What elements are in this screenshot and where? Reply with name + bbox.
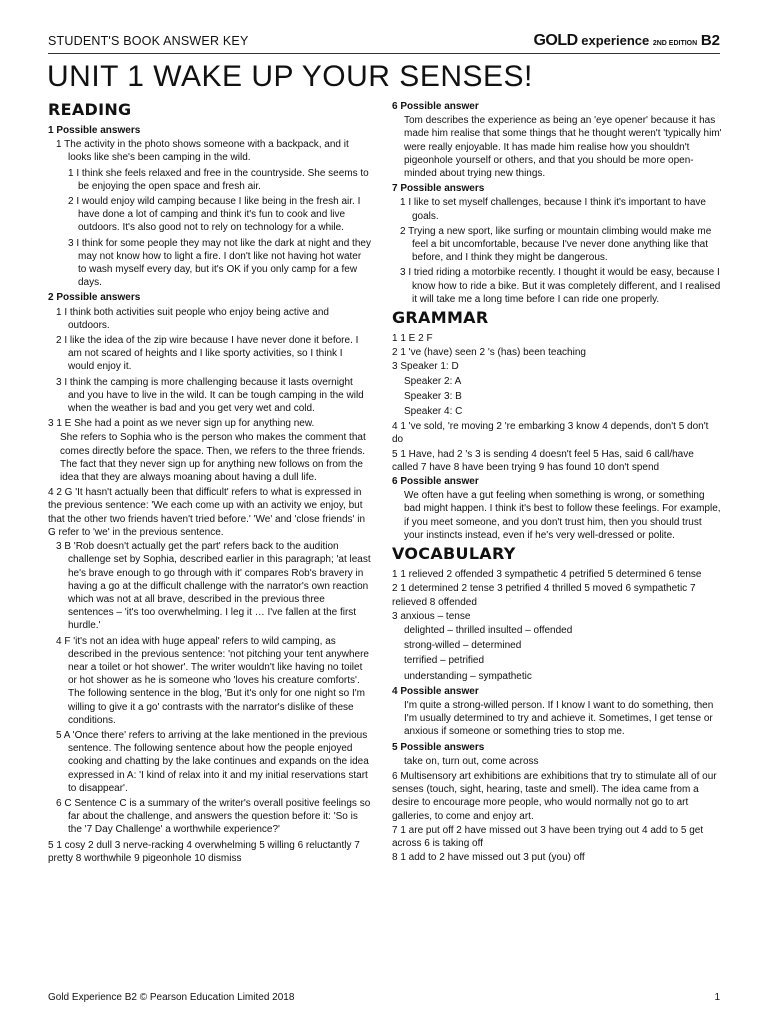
answer-line: 5 1 cosy 2 dull 3 nerve-racking 4 overwhelming 5 willing 6 reluctantly 7 pretty 8 worthwhile 9 pigeonhole 10 dismiss — [48, 839, 360, 864]
answer-line: 4 1 've sold, 're moving 2 're embarking 3 know 4 depends, don't 5 don't do — [392, 421, 709, 446]
header-title: STUDENT'S BOOK ANSWER KEY — [48, 34, 249, 48]
unit-title: UNIT 1 WAKE UP YOUR SENSES! — [47, 60, 533, 93]
answer-line: 3 1 E She had a point as we never sign up for anything new. — [48, 418, 315, 430]
footer-copyright: Gold Experience B2 © Pearson Education Limited 2018 — [48, 992, 295, 1003]
answer-text: understanding – sympathetic — [404, 670, 532, 682]
brand-level: B2 — [700, 32, 720, 49]
answer-text: take on, turn out, come across — [404, 755, 539, 767]
answer-text: I'm quite a strong-willed person. If I know I want to do something, then I'm usually determined to try and achieve it. Sometimes, I get tense or anxious if someone or something tries to stop me. — [404, 699, 714, 738]
question-heading: 5 Possible answers — [392, 741, 485, 753]
question-heading: 2 Possible answers — [48, 292, 141, 304]
answer-text: Speaker 4: C — [404, 406, 463, 418]
header-divider — [48, 53, 720, 54]
answer-item: 2 Trying a new sport, like surfing or mountain climbing would make me feel a bit uncomfortable, because I've never done anything like that before, and I think they might be dangerous. — [400, 225, 712, 264]
answer-subitem: 1 I think she feels relaxed and free in the countryside. She seems to be enjoying the open space and fresh air. — [68, 167, 369, 192]
brand-experience: experience — [581, 33, 650, 48]
answer-line: 3 Speaker 1: D — [392, 361, 459, 373]
brand-gold: GOLD — [533, 32, 578, 49]
answer-text: We often have a gut feeling when something is wrong, or something bad might happen. I think it's best to follow these feelings. For example, if you meet someone, and you don't trust him, then you should trust your instincts instead, even if he's very well-dressed or polite. — [404, 490, 721, 541]
answer-item: 1 I think both activities suit people who enjoy being active and outdoors. — [56, 306, 329, 331]
footer-page-number: 1 — [714, 992, 720, 1003]
answer-item: 3 I tried riding a motorbike recently. I thought it would be easy, because I know how to ride a bike. But it was completely different, and I realised it will take me a long time before I can ride one properly. — [400, 267, 721, 305]
answer-text: Tom describes the experience as being an 'eye opener' because it has made him realise that some things that he thought weren't 'typically him' were really enjoyable. It has made him realise how you shouldn't pigeonhole yourself or others, and that you should be more open-minded about trying new things. — [404, 115, 722, 180]
answer-text: strong-willed – determined — [404, 640, 522, 652]
question-heading: 1 Possible answers — [48, 125, 141, 136]
answer-line: 1 1 E 2 F — [392, 333, 433, 345]
left-column — [48, 100, 371, 866]
answer-line: 2 1 determined 2 tense 3 petrified 4 thrilled 5 moved 6 sympathetic 7 relieved 8 offended — [392, 583, 696, 608]
answer-text: delighted – thrilled insulted – offended — [404, 624, 573, 636]
answer-line: 1 1 relieved 2 offended 3 sympathetic 4 petrified 5 determined 6 tense — [392, 569, 702, 581]
answer-line: 7 1 are put off 2 have missed out 3 have been trying out 4 add to 5 get across 6 is taking off — [392, 824, 704, 849]
question-heading: 7 Possible answers — [392, 183, 485, 195]
brand-edition: 2ND EDITION — [652, 40, 698, 47]
answer-line: 6 Multisensory art exhibitions are exhibitions that try to stimulate all of our senses (touch, sight, hearing, taste and smell). The idea came from a desire to encourage more people, who would normally not go to art galleries, to come and enjoy art. — [392, 770, 717, 822]
answer-item: 3 I think the camping is more challenging because it lasts overnight and you have to live in the wild. It can be tough camping in the wild when the weather is bad and you get very wet and cold. — [56, 376, 364, 415]
answer-item: 1 I like to set myself challenges, because I think it's important to have goals. — [400, 197, 706, 222]
answer-line: 2 1 've (have) seen 2 's (has) been teaching — [392, 347, 586, 359]
section-heading: GRAMMAR — [392, 308, 489, 328]
question-heading: 4 Possible answer — [392, 685, 479, 697]
question-heading: 6 Possible answer — [392, 101, 479, 112]
question-heading: 6 Possible answer — [392, 476, 479, 488]
page-header — [48, 32, 720, 52]
answer-text: terrified – petrified — [404, 655, 485, 667]
answer-text: Speaker 2: A — [404, 375, 462, 387]
answer-item: 2 I like the idea of the zip wire because I have never done it before. I am not scared of heights and I like sporty activities, so I think I would enjoy it. — [56, 335, 359, 373]
answer-line: 5 1 Have, had 2 's 3 is sending 4 doesn't feel 5 Has, said 6 call/have called 7 have 8 have been trying 9 has found 10 don't spend — [392, 448, 694, 473]
section-heading: READING — [48, 100, 132, 119]
answer-text: Speaker 3: B — [404, 390, 462, 402]
answer-line: 8 1 add to 2 have missed out 3 put (you) off — [392, 852, 585, 864]
answer-subitem: 3 I think for some people they may not like the dark at night and they may not know how to light a fire. I don't like not having hot water to wash myself every day, but it's OK if you only camp for a few days. — [68, 237, 371, 289]
answer-item: 6 C Sentence C is a summary of the writer's overall positive feelings so far about the challenge, and answers the question before it: 'So is the '7 Day Challenge' a worthwhile experience?' — [56, 797, 371, 836]
answer-item: 5 A 'Once there' refers to arriving at the lake mentioned in the previous sentence. The following sentence about how the people enjoyed cooking and chatting by the lake continues and expands on the idea expressed in A: 'I kind of relax into it and my initial reservations start to disappear'. — [56, 729, 369, 794]
answer-item: 1 The activity in the photo shows someone with a backpack, and it looks like she's been camping in the wild. — [56, 139, 349, 164]
section-heading: VOCABULARY — [392, 544, 516, 564]
answer-line: 3 anxious – tense — [392, 610, 471, 622]
answer-line: 4 2 G 'It hasn't actually been that difficult' refers to what is expressed in the previous sentence: 'We each come up with an activity we enjoy, but that the other two friends haven't tried before.' 'We' and 'close friends' in G refer to 'we' in the previous sentence. — [48, 487, 366, 538]
answer-text: She refers to Sophia who is the person who makes the comment that comes directly before the space. Then, we refers to the three friends. The fact that they never sign up for anything new follows on from the idea that they are always moaning about having a dull life. — [60, 432, 366, 484]
right-column — [392, 100, 722, 865]
answer-subitem: 2 I would enjoy wild camping because I like being in the fresh air. I have done a lot of camping and think it's fun to cook and live outdoors. It's also good not to rely on technology for a while. — [68, 196, 361, 234]
answer-item: 3 B 'Rob doesn't actually get the part' refers back to the audition challenge set by Sophia, described earlier in this paragraph; 'at least he's brave enough to go through with it' compares Rob's bravery in having a go at the difficult challenge with the narrator's own reaction which was not at all brave, described in the previous three sentences – 'it's too overwhelming. I leg it … I've fallen at the first hurdle.' — [56, 541, 371, 632]
brand-logo — [533, 32, 720, 50]
answer-item: 4 F 'it's not an idea with huge appeal' refers to wild camping, as described in the previous sentence: 'not pitching your tent anywhere near a toilet or hot shower'. The writer wouldn't like having no toilet or hot shower as he is someone who 'loves his creature comforts'. The following sentence in the blog, 'But it's only for one night so I'm willing to give it a go' contrasts with the narrator's dislike of these conditions. — [56, 635, 369, 726]
